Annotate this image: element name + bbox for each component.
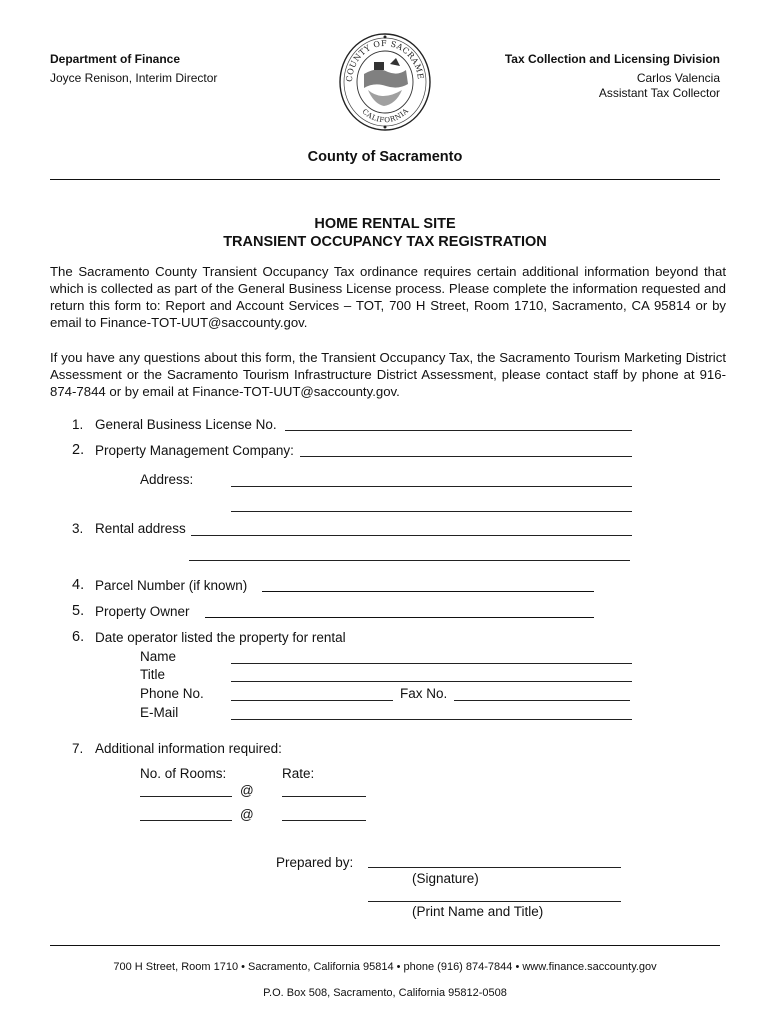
director-name: Joyce Renison, Interim Director: [50, 71, 218, 85]
q4-label: Parcel Number (if known): [95, 578, 248, 593]
rate-field-1[interactable]: [282, 796, 366, 797]
header-divider: [50, 179, 720, 180]
q3-number: 3.: [72, 521, 84, 536]
q4-number: 4.: [72, 577, 85, 593]
management-address-field-1[interactable]: [231, 486, 632, 487]
rental-address-field-2[interactable]: [189, 560, 630, 561]
county-name: County of Sacramento: [307, 149, 463, 165]
signature-caption: (Signature): [412, 871, 479, 886]
q6-label: Date operator listed the property for rental: [95, 630, 346, 645]
q7-label: Additional information required:: [95, 741, 282, 756]
q7-number: 7.: [72, 741, 84, 756]
contact-paragraph: If you have any questions about this form, the Transient Occupancy Tax, the Sacramento Tourism Marketing District Assessment or the Sacramento Tourism Infrastructure District Assessment, please contact staff by phone at 916-874-7844 or by email at Finance-TOT-UUT@saccounty.gov.: [50, 350, 726, 399]
rental-address-field-1[interactable]: [191, 535, 632, 536]
at-symbol-2: @: [240, 807, 254, 822]
q3-label: Rental address: [95, 521, 186, 536]
q2-label: Property Management Company:: [95, 443, 294, 458]
fax-field[interactable]: [454, 700, 630, 701]
rooms-label: No. of Rooms:: [140, 766, 227, 781]
rooms-field-1[interactable]: [140, 796, 232, 797]
seal-text-top: COUNTY OF SACRAME: [344, 38, 425, 83]
footer-po-box: P.O. Box 508, Sacramento, California 95812-0508: [263, 987, 507, 999]
address-label: Address:: [140, 472, 194, 487]
operator-name-field[interactable]: [231, 663, 632, 664]
management-address-field-2[interactable]: [231, 511, 632, 512]
collector-title: Assistant Tax Collector: [598, 86, 720, 100]
department-name: Department of Finance: [50, 52, 181, 66]
q1-label: General Business License No.: [95, 417, 277, 432]
email-label: E-Mail: [140, 705, 179, 720]
print-name-caption: (Print Name and Title): [412, 904, 544, 919]
q6-number: 6.: [72, 629, 85, 645]
email-field[interactable]: [231, 719, 632, 720]
business-license-field[interactable]: [285, 430, 632, 431]
property-owner-field[interactable]: [205, 617, 594, 618]
footer-address: 700 H Street, Room 1710 • Sacramento, California 95814 • phone (916) 874-7844 • www.finance.saccounty.gov: [113, 961, 657, 973]
rate-field-2[interactable]: [282, 820, 366, 821]
name-label: Name: [140, 649, 177, 664]
q1-number: 1.: [72, 417, 84, 432]
print-name-field[interactable]: [368, 901, 621, 902]
intro-paragraph: The Sacramento County Transient Occupancy Tax ordinance requires certain additional information beyond that which is collected as part of the General Business License process. Please complete the information requested and return this form to: Report and Account Services – TOT, 700 H Street, Room 1710, Sacramento, CA 95814 or by email to Finance-TOT-UUT@saccounty.gov.: [50, 264, 726, 330]
management-company-field[interactable]: [300, 456, 632, 457]
prepared-by-label: Prepared by:: [276, 855, 354, 870]
at-symbol-1: @: [240, 783, 254, 798]
collector-name: Carlos Valencia: [636, 71, 720, 85]
rooms-field-2[interactable]: [140, 820, 232, 821]
parcel-number-field[interactable]: [262, 591, 594, 592]
q5-number: 5.: [72, 603, 85, 619]
title-label: Title: [140, 667, 166, 682]
fax-label: Fax No.: [400, 686, 448, 701]
q5-label: Property Owner: [95, 604, 190, 619]
signature-field[interactable]: [368, 867, 621, 868]
county-seal: [338, 28, 432, 132]
footer-divider: [50, 945, 720, 946]
division-name: Tax Collection and Licensing Division: [504, 52, 720, 66]
form-title-line2: TRANSIENT OCCUPANCY TAX REGISTRATION: [223, 234, 547, 250]
operator-title-field[interactable]: [231, 681, 632, 682]
phone-field[interactable]: [231, 700, 393, 701]
q2-number: 2.: [72, 442, 85, 458]
form-title-line1: HOME RENTAL SITE: [314, 216, 456, 232]
phone-label: Phone No.: [140, 686, 204, 701]
seal-text-bottom: CALIFORNIA: [360, 106, 411, 125]
rate-label: Rate:: [282, 766, 315, 781]
